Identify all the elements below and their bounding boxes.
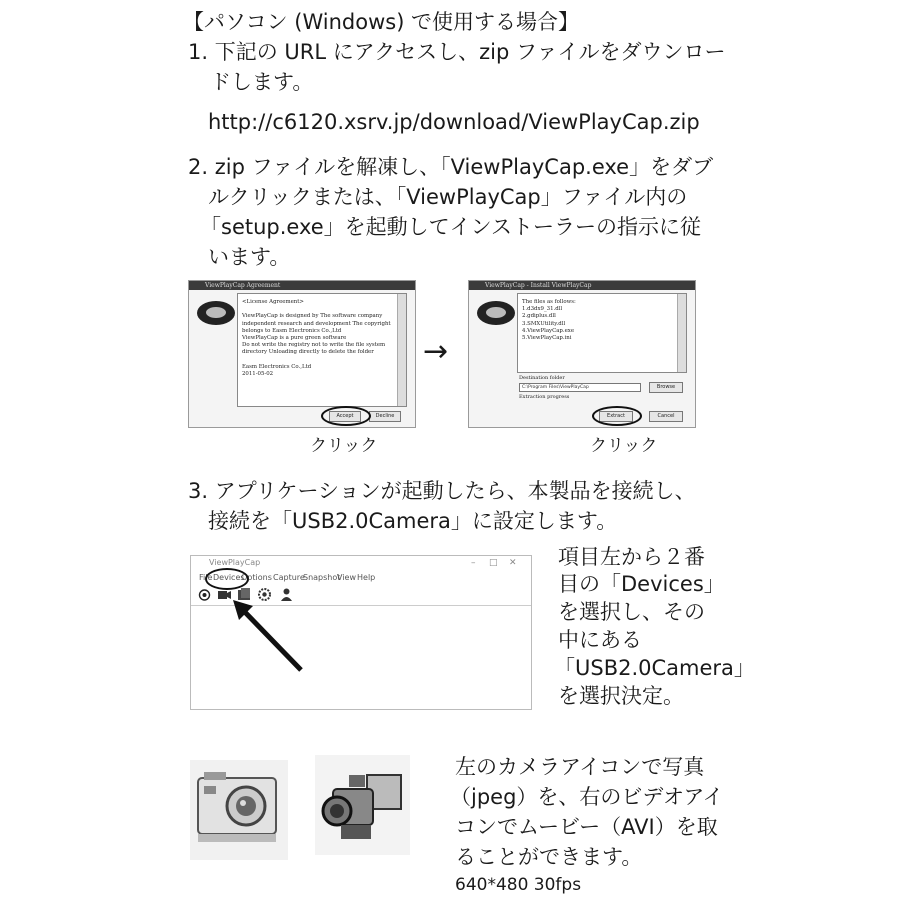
app-title: ViewPlayCap bbox=[209, 558, 261, 567]
bottom-note-line2: （jpeg）を、右のビデオアイ bbox=[450, 785, 724, 809]
license-scrollbar[interactable] bbox=[397, 294, 406, 406]
step2-line1: 2. zip ファイルを解凍し、「ViewPlayCap.exe」をダブ bbox=[188, 155, 714, 179]
license-text-pane bbox=[237, 293, 407, 407]
decline-button[interactable]: Decline bbox=[369, 411, 401, 422]
step2-line3: 「setup.exe」を起動してインストーラーの指示に従 bbox=[200, 215, 702, 239]
side-note-line2: 目の「Devices」 bbox=[558, 572, 725, 596]
progress-label: Extraction progress bbox=[519, 394, 570, 400]
extract-highlight-circle bbox=[592, 406, 642, 426]
menu-help[interactable]: Help bbox=[357, 573, 376, 582]
menu-options[interactable]: Options bbox=[241, 573, 272, 582]
installer-agreement-screenshot bbox=[188, 280, 416, 428]
license-text: <License Agreement> ViewPlayCap is designed by The software company independent research and development The copyright belongs to Easm Electronics Co.,Ltd ViewPlayCap is a pure green software Do not write the registry not to write the file system directory Unloading directly to delete the folder Easm Electronics Co.,Ltd 2011-05-02 bbox=[242, 299, 391, 378]
menu-file[interactable]: File bbox=[199, 573, 213, 582]
bottom-note-line1: 左のカメラアイコンで写真 bbox=[455, 755, 705, 779]
close-button[interactable]: ✕ bbox=[509, 558, 517, 568]
menu-snapshot[interactable]: Snapshot bbox=[303, 573, 341, 582]
step3-line2: 接続を「USB2.0Camera」に設定します。 bbox=[208, 509, 618, 533]
destination-label: Destination folder bbox=[519, 375, 565, 381]
installer-extract-screenshot bbox=[468, 280, 696, 428]
minimize-button[interactable]: – bbox=[471, 558, 476, 568]
browse-button[interactable]: Browse bbox=[649, 382, 683, 393]
side-note-line4: 中にある bbox=[558, 628, 642, 652]
installer-titlebar: ViewPlayCap - Install ViewPlayCap bbox=[469, 281, 695, 290]
step2-line4: います。 bbox=[208, 245, 291, 269]
app-titlebar bbox=[191, 556, 531, 570]
photo-camera-icon bbox=[190, 760, 288, 860]
menu-devices[interactable]: Devices bbox=[213, 573, 245, 582]
heading: 【パソコン (Windows) で使用する場合】 bbox=[183, 10, 580, 34]
camera-icon[interactable] bbox=[197, 587, 212, 602]
click-caption-1: クリック bbox=[310, 436, 378, 456]
download-url: http://c6120.xsrv.jp/download/ViewPlayCap.zip bbox=[208, 110, 700, 134]
side-note-line5: 「USB2.0Camera」 bbox=[554, 656, 755, 680]
extract-button[interactable]: Extract bbox=[599, 411, 633, 422]
file-list-text: The files as follows: 1.d3dx9_31.dll 2.gdiplus.dll 3.SMXUtility.dll 4.ViewPlayCap.exe 5.ViewPlayCap.ini bbox=[522, 299, 576, 342]
cancel-button[interactable]: Cancel bbox=[649, 411, 683, 422]
click-caption-2: クリック bbox=[590, 436, 658, 456]
step1-line2: ドします。 bbox=[210, 70, 314, 94]
bottom-note-line3: コンでムービー（AVI）を取 bbox=[455, 815, 718, 839]
side-note-line1: 項目左から２番 bbox=[558, 545, 705, 569]
step3-line1: 3. アプリケーションが起動したら、本製品を接続し、 bbox=[188, 479, 696, 503]
step2-line2: ルクリックまたは、「ViewPlayCap」ファイル内の bbox=[208, 185, 688, 209]
accept-button[interactable]: Accept bbox=[329, 411, 361, 422]
installer-titlebar: ViewPlayCap Agreement bbox=[189, 281, 415, 290]
accept-highlight-circle bbox=[321, 406, 371, 426]
menu-capture[interactable]: Capture bbox=[273, 573, 305, 582]
app-window-screenshot bbox=[190, 555, 532, 710]
bottom-note-line4: ることができます。 bbox=[455, 845, 643, 869]
pointer-arrow bbox=[229, 596, 309, 676]
file-list-scrollbar[interactable] bbox=[677, 294, 686, 372]
arrow-right: → bbox=[423, 334, 449, 369]
installer-logo bbox=[197, 301, 235, 325]
menu-view[interactable]: View bbox=[337, 573, 356, 582]
side-note-line6: を選択決定。 bbox=[558, 684, 684, 708]
bottom-note-line5: 640*480 30fps bbox=[455, 875, 582, 895]
file-list-pane bbox=[517, 293, 687, 373]
maximize-button[interactable]: □ bbox=[489, 558, 498, 568]
step1-line1: 1. 下記の URL にアクセスし、zip ファイルをダウンロー bbox=[188, 40, 726, 64]
installer-logo bbox=[477, 301, 515, 325]
destination-field[interactable]: C:\Program Files\ViewPlayCap bbox=[519, 383, 641, 392]
side-note-line3: を選択し、その bbox=[558, 600, 705, 624]
video-camera-icon bbox=[315, 755, 410, 855]
